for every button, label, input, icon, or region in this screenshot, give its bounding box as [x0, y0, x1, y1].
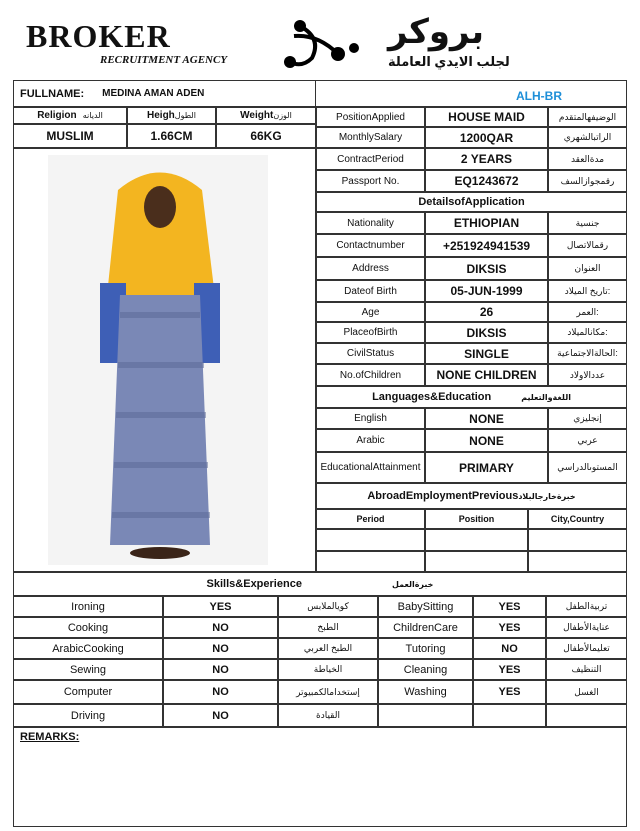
skill-empty-cell [378, 704, 473, 727]
detail-label: PlaceofBirth [316, 322, 425, 343]
abroad-cell [425, 529, 528, 551]
brand-name-arabic: بروكر [388, 12, 484, 52]
detail-value: ETHIOPIAN [425, 212, 548, 234]
skill-value: YES [473, 680, 546, 704]
skill-empty-cell [473, 704, 546, 727]
skill-ar: الطبخ [278, 617, 378, 638]
brand-logo-icon [282, 18, 362, 72]
language-ar: إنجليزي [548, 408, 627, 429]
skill-ar: كويالملابس [278, 596, 378, 617]
skill-value: NO [163, 659, 278, 680]
position-ar: الوضيفهالمتقدم [548, 107, 627, 127]
detail-label: Age [316, 302, 425, 322]
skill-value: NO [163, 704, 278, 727]
detail-label: Contactnumber [316, 234, 425, 257]
skill-label: Cooking [13, 617, 163, 638]
salary-value: 1200QAR [425, 127, 548, 148]
language-ar: عربي [548, 429, 627, 452]
weight-value: 66KG [216, 124, 316, 148]
detail-label: Dateof Birth [316, 280, 425, 302]
detail-ar: الحالةالاجتماعية: [548, 343, 627, 364]
header [0, 0, 640, 80]
fullname-label: FULLNAME: [20, 87, 85, 100]
detail-label: No.ofChildren [316, 364, 425, 386]
abroad-cell [316, 551, 425, 572]
brand-name: BROKER [26, 18, 171, 54]
abroad-cell [528, 551, 627, 572]
detail-value: DIKSIS [425, 322, 548, 343]
abroad-col-period: Period [316, 509, 425, 529]
contract-label: ContractPeriod [316, 148, 425, 170]
skill-ar: إستخدامالكمبيوتر [278, 680, 378, 704]
skill-ar: الطبخ العربي [278, 638, 378, 659]
detail-label: Address [316, 257, 425, 280]
abroad-cell [425, 551, 528, 572]
ref-code: ALH-BR [516, 89, 562, 103]
fullname-row [13, 80, 316, 107]
religion-head: Religion الديانه [13, 107, 127, 124]
languages-heading: Languages&Education اللغةوالتعليم [316, 386, 627, 408]
skill-label: ChildrenCare [378, 617, 473, 638]
detail-value: 05-JUN-1999 [425, 280, 548, 302]
position-label: PositionApplied [316, 107, 425, 127]
skill-ar: تعليمالأطفال [546, 638, 627, 659]
skill-empty-cell [546, 704, 627, 727]
abroad-heading: AbroadEmploymentPrevious خبرةخارجالبلاد [316, 483, 627, 509]
skill-ar: تربيةالطفل [546, 596, 627, 617]
remarks-box [13, 727, 627, 827]
height-head: Heigh الطول [127, 107, 216, 124]
detail-label: Nationality [316, 212, 425, 234]
skill-value: YES [473, 659, 546, 680]
skill-value: NO [473, 638, 546, 659]
brand-subtitle-arabic: لجلب الايدي العاملة [388, 54, 510, 69]
passport-label: Passport No. [316, 170, 425, 192]
detail-value: DIKSIS [425, 257, 548, 280]
passport-ar: رقمجوازالسف [548, 170, 627, 192]
abroad-cell [528, 529, 627, 551]
skill-value: YES [473, 617, 546, 638]
skill-value: YES [473, 596, 546, 617]
detail-value: NONE CHILDREN [425, 364, 548, 386]
skill-ar: التنظيف [546, 659, 627, 680]
language-label: Arabic [316, 429, 425, 452]
brand-subtitle: RECRUITMENT AGENCY [100, 54, 228, 66]
weight-head: Weight الوزن [216, 107, 316, 124]
fullname-value: MEDINA AMAN ADEN [102, 88, 205, 99]
salary-ar: الراتبالشهري [548, 127, 627, 148]
detail-value: SINGLE [425, 343, 548, 364]
skill-label: Tutoring [378, 638, 473, 659]
skill-value: YES [163, 596, 278, 617]
abroad-cell [316, 529, 425, 551]
skills-heading: Skills&Experience خبرةالعمل [13, 572, 627, 596]
applicant-photo [48, 155, 268, 565]
detail-value: +251924941539 [425, 234, 548, 257]
skill-label: Sewing [13, 659, 163, 680]
height-value: 1.66CM [127, 124, 216, 148]
skill-label: Ironing [13, 596, 163, 617]
contract-value: 2 YEARS [425, 148, 548, 170]
skill-label: ArabicCooking [13, 638, 163, 659]
skill-label: Driving [13, 704, 163, 727]
details-heading: DetailsofApplication [316, 192, 627, 212]
skill-ar: القيادة [278, 704, 378, 727]
detail-ar: العنوان [548, 257, 627, 280]
detail-ar: العمر: [548, 302, 627, 322]
skill-value: NO [163, 680, 278, 704]
language-label: English [316, 408, 425, 429]
language-label: EducationalAttainment [316, 452, 425, 483]
detail-label: CivilStatus [316, 343, 425, 364]
contract-ar: مدةالعقد [548, 148, 627, 170]
abroad-col-city: City,Country [528, 509, 627, 529]
passport-value: EQ1243672 [425, 170, 548, 192]
ref-cell [316, 80, 627, 107]
skill-label: Computer [13, 680, 163, 704]
language-value: NONE [425, 429, 548, 452]
applicant-figure-icon [48, 155, 268, 565]
detail-value: 26 [425, 302, 548, 322]
detail-ar: مكانالميلاد: [548, 322, 627, 343]
skill-value: NO [163, 638, 278, 659]
skill-ar: الخياطة [278, 659, 378, 680]
detail-ar: عددالاولاد [548, 364, 627, 386]
remarks-label: REMARKS: [20, 731, 80, 743]
skill-label: BabySitting [378, 596, 473, 617]
skill-label: Cleaning [378, 659, 473, 680]
skill-ar: الغسل [546, 680, 627, 704]
salary-label: MonthlySalary [316, 127, 425, 148]
religion-value: MUSLIM [13, 124, 127, 148]
skill-value: NO [163, 617, 278, 638]
language-value: NONE [425, 408, 548, 429]
language-value: PRIMARY [425, 452, 548, 483]
skill-ar: عنايةالأطفال [546, 617, 627, 638]
language-ar: المستوىالدراسي [548, 452, 627, 483]
skill-label: Washing [378, 680, 473, 704]
abroad-col-position: Position [425, 509, 528, 529]
detail-ar: رقمالاتصال [548, 234, 627, 257]
detail-ar: تاريخ الميلاد: [548, 280, 627, 302]
detail-ar: جنسية [548, 212, 627, 234]
position-value: HOUSE MAID [425, 107, 548, 127]
